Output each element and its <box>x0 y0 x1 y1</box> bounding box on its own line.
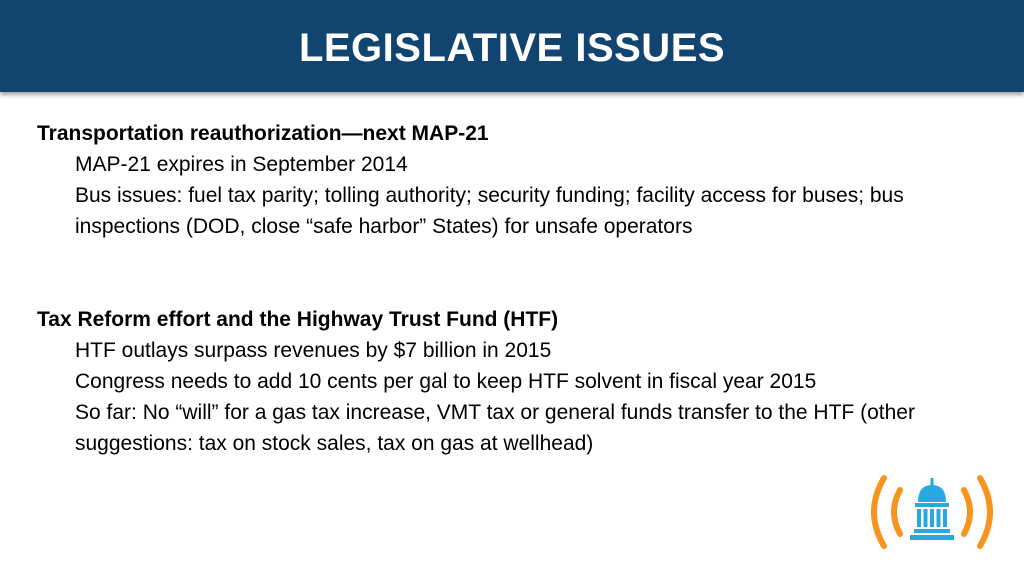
right-inner-wave-icon <box>964 490 970 534</box>
section-heading: Tax Reform effort and the Highway Trust Fund (HTF) <box>37 308 559 331</box>
right-outer-wave-icon <box>980 478 990 546</box>
slide-body <box>37 118 1007 459</box>
capitol-broadcast-icon <box>862 472 1002 552</box>
bullet-item: So far: No “will” for a gas tax increase, VMT tax or general funds transfer to the HTF (other suggestions: tax on stock sales, tax on gas at wellhead) <box>75 401 915 455</box>
bullet-item: Bus issues: fuel tax parity; tolling authority; security funding; facility access for buses; bus inspections (DOD, close “safe harbor” States) for unsafe operators <box>75 184 904 238</box>
bullet-item: HTF outlays surpass revenues by $7 billion in 2015 <box>75 339 552 362</box>
left-outer-wave-icon <box>874 478 884 546</box>
title-bar <box>0 0 1024 92</box>
slide-title: LEGISLATIVE ISSUES <box>298 26 726 70</box>
bullet-item: MAP-21 expires in September 2014 <box>75 153 408 176</box>
bullet-item: Congress needs to add 10 cents per gal to keep HTF solvent in fiscal year 2015 <box>75 370 817 393</box>
section-heading: Transportation reauthorization—next MAP-21 <box>37 122 489 145</box>
capitol-dome-icon <box>910 478 954 540</box>
section-tax-reform <box>37 304 1007 459</box>
section-transportation <box>37 118 1007 242</box>
left-inner-wave-icon <box>894 490 900 534</box>
